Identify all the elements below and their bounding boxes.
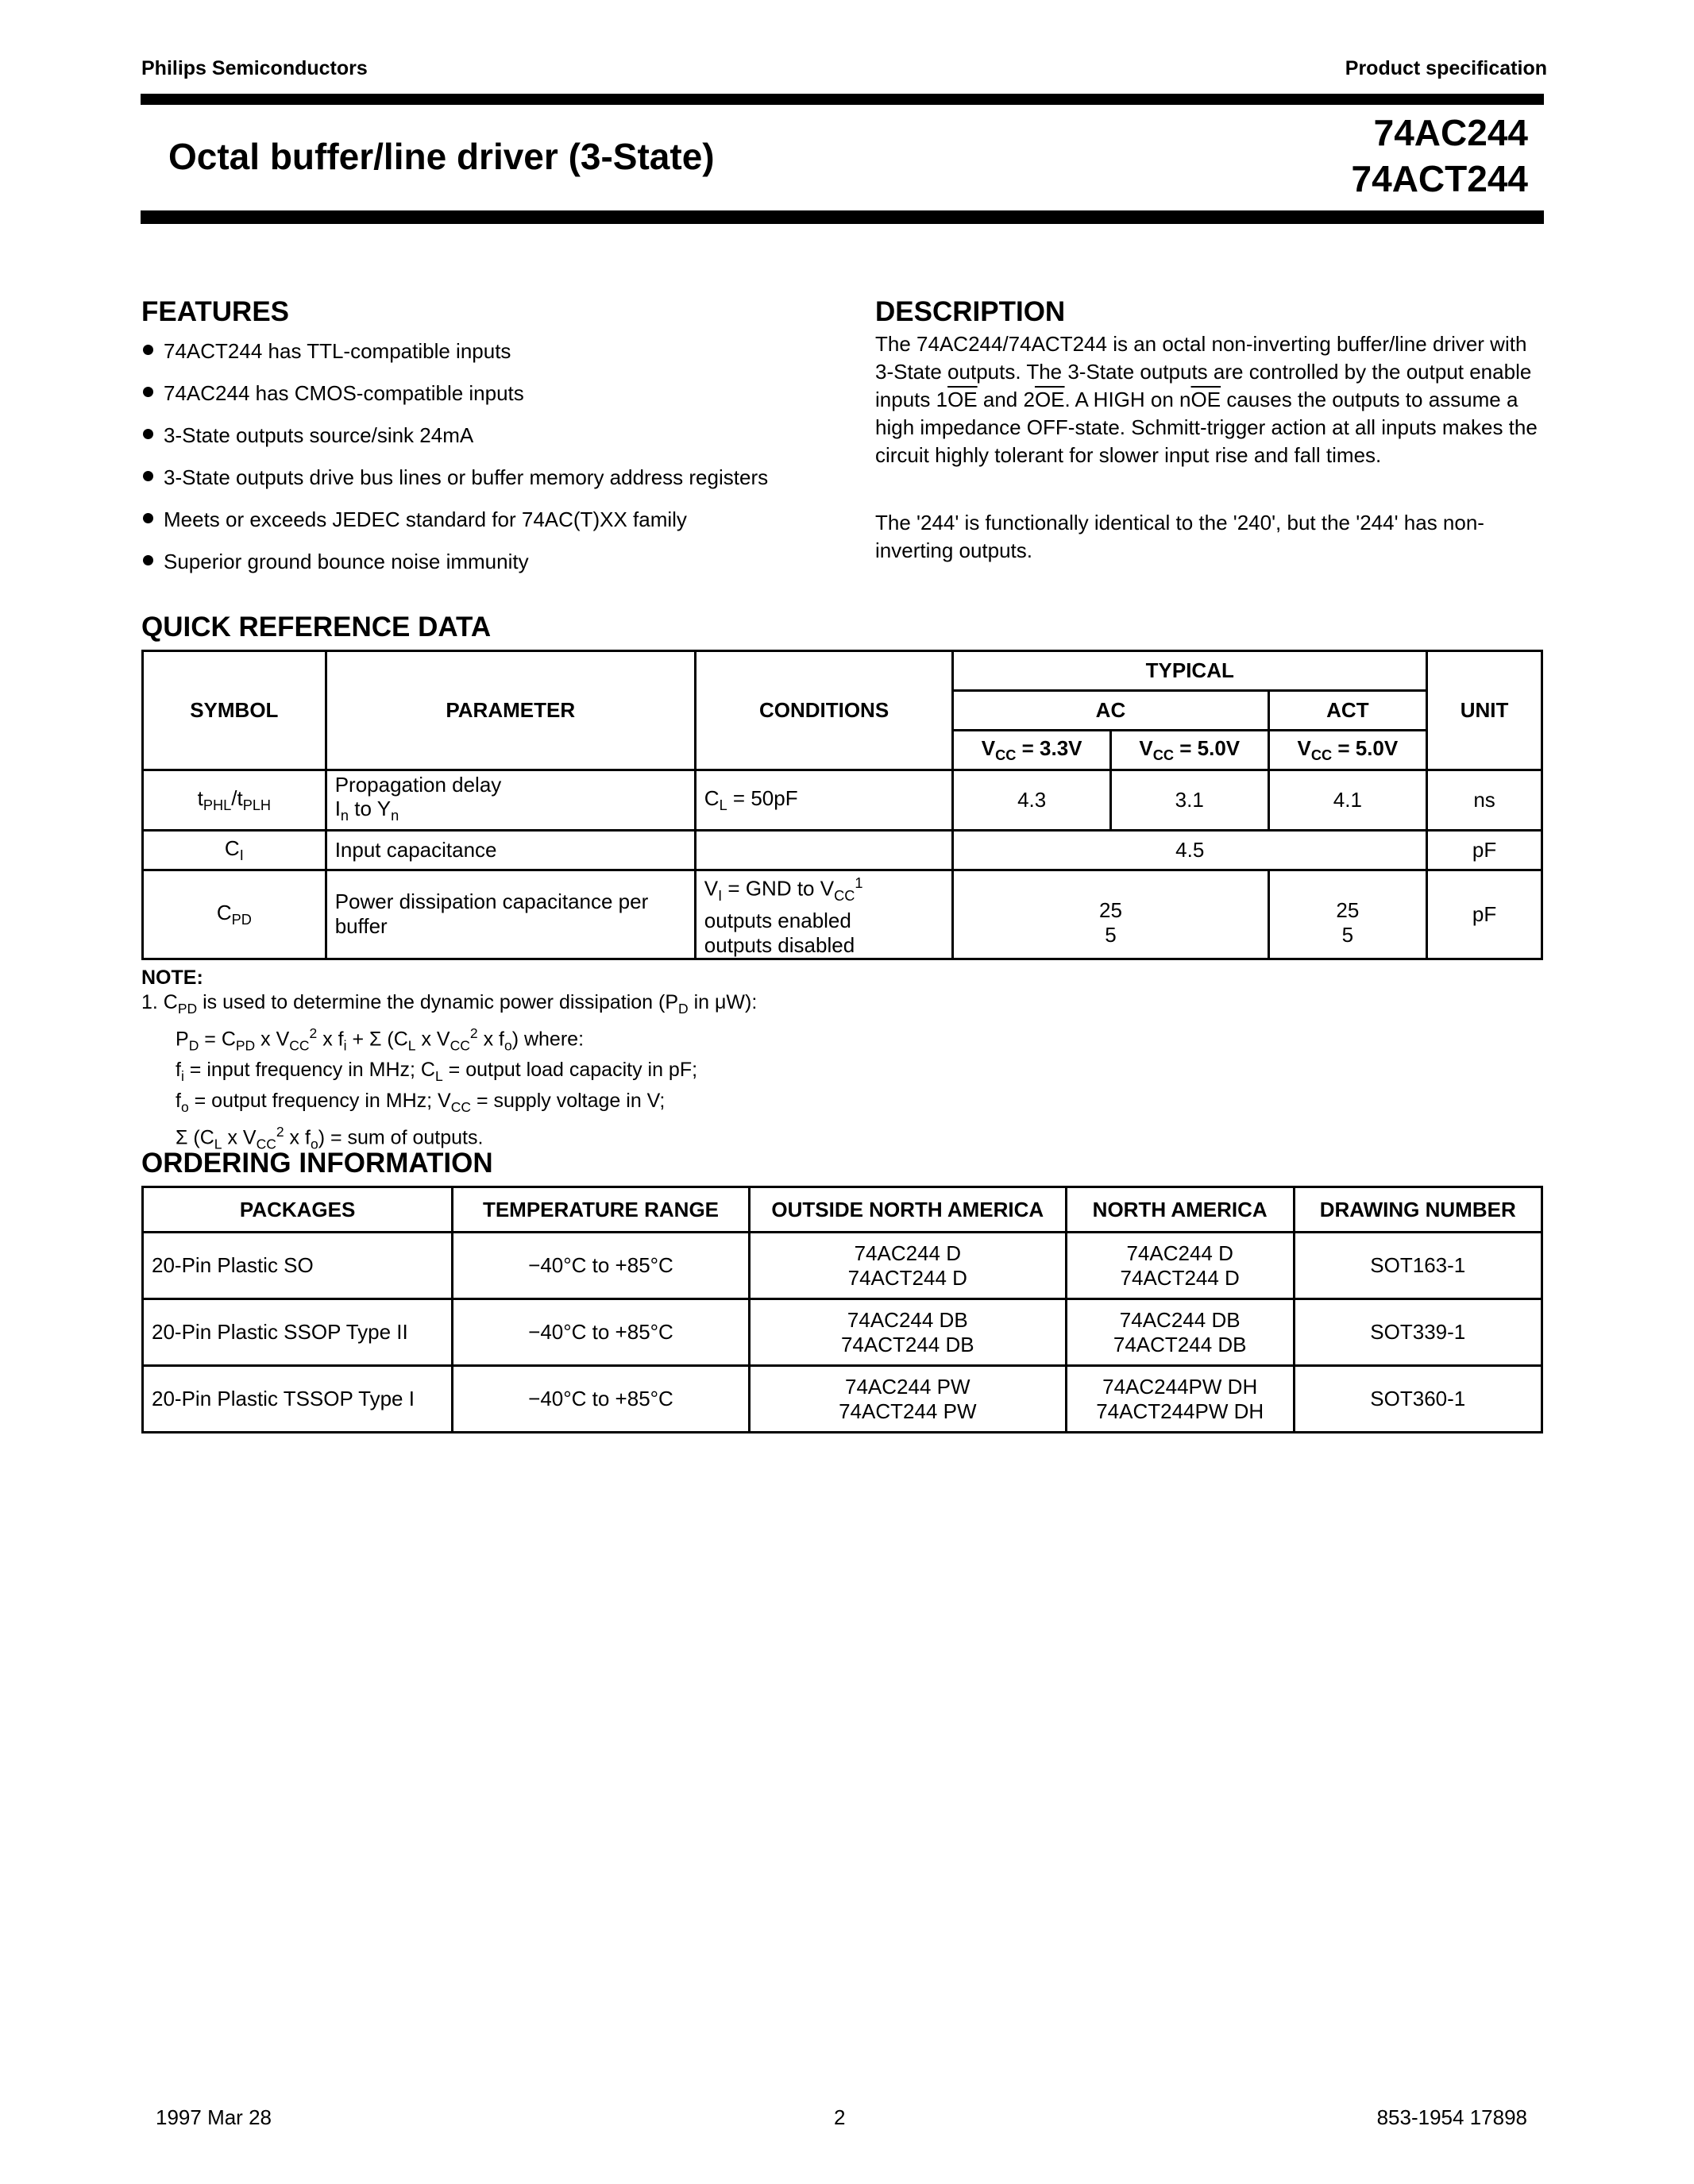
- list-item: 74ACT244 has TTL-compatible inputs: [141, 330, 840, 372]
- part-number-2: 74ACT244: [1351, 158, 1528, 199]
- features-list: [141, 330, 840, 583]
- temperature: −40°C to +85°C: [453, 1233, 749, 1299]
- list-item: 3-State outputs source/sink 24mA: [141, 415, 840, 457]
- value-typical: 4.5: [953, 831, 1427, 870]
- symbol-tphl-tplh: $t_{PHL}/t_{PLH}$: [143, 770, 326, 831]
- table-row: [143, 1366, 1542, 1433]
- description-paragraph-1: The 74AC244/74ACT244 is an octal non-inverting buffer/line driver with 3-State outputs. The 3-State outputs are controlled by the output enable inputs $1\overline{OE}$ and $2\overline{OE}$. A HIGH on $n\overline{OE}$ causes the outputs to assume a high impedance OFF-state. Schmitt-trigger action at all inputs makes the circuit highly tolerant for slower input rise and fall times.: [875, 332, 1538, 467]
- param-input-capacitance: Input capacitance: [326, 831, 695, 870]
- quick-reference-heading: QUICK REFERENCE DATA: [141, 612, 492, 642]
- package: 20-Pin Plastic SO: [143, 1233, 453, 1299]
- footer-date: 1997 Mar 28: [156, 2105, 272, 2129]
- col-outside-na: OUTSIDE NORTH AMERICA: [749, 1187, 1066, 1233]
- ordering-heading: ORDERING INFORMATION: [141, 1148, 493, 1179]
- outside-na: 74AC244 DB 74ACT244 DB: [749, 1299, 1066, 1366]
- package: 20-Pin Plastic SSOP Type II: [143, 1299, 453, 1366]
- note-line-1: 1. $C_{PD}$ is used to determine the dynamic power dissipation ($P_D$ in μW):: [141, 991, 758, 1017]
- list-item: Superior ground bounce noise immunity: [141, 541, 840, 583]
- quick-reference-table: [141, 650, 1543, 960]
- col-ac: AC: [953, 691, 1268, 731]
- unit: pF: [1427, 831, 1542, 870]
- col-parameter: PARAMETER: [326, 651, 695, 770]
- list-item: 3-State outputs drive bus lines or buffer memory address registers: [141, 457, 840, 499]
- list-item: Meets or exceeds JEDEC standard for 74AC(T)XX family: [141, 499, 840, 541]
- header-rule-top: [141, 94, 1544, 105]
- note-line-2: $P_D = C_{PD}$ x $V_{CC}^2$ x $f_i + \Sigma$ ($C_L$ x $V_{CC}^2$ x $f_o$) where:: [176, 1025, 585, 1054]
- unit: pF: [1427, 870, 1542, 959]
- page-title: Octal buffer/line driver (3-State): [168, 136, 715, 177]
- part-number-1: 74AC244: [1373, 112, 1528, 153]
- doc-type: Product specification: [1345, 57, 1547, 79]
- param-propagation-delay: Propagation delay $I_n$ to $Y_n$: [326, 770, 695, 831]
- note-line-3: $f_i$ = input frequency in MHz; $C_L$ = output load capacity in pF;: [176, 1059, 698, 1085]
- table-row: [143, 770, 1542, 831]
- param-power-dissipation: Power dissipation capacitance per buffer: [326, 870, 695, 959]
- cond-power: $V_I$ = GND to $V_{CC}^1$ outputs enabled outputs disabled: [695, 870, 953, 959]
- value-ac-50: 3.1: [1110, 770, 1268, 831]
- outside-na: 74AC244 D 74ACT244 D: [749, 1233, 1066, 1299]
- symbol-cpd: $C_{PD}$: [143, 870, 326, 959]
- value-ac: 25 5: [953, 870, 1268, 959]
- north-america: 74AC244 DB 74ACT244 DB: [1066, 1299, 1294, 1366]
- col-temperature: TEMPERATURE RANGE: [453, 1187, 749, 1233]
- cond-empty: [695, 831, 953, 870]
- table-row: [143, 1233, 1542, 1299]
- drawing-number: SOT163-1: [1294, 1233, 1542, 1299]
- note-line-4: $f_o$ = output frequency in MHz; $V_{CC}$ = supply voltage in V;: [176, 1090, 666, 1116]
- features-heading: FEATURES: [141, 296, 290, 327]
- list-item: 74AC244 has CMOS-compatible inputs: [141, 372, 840, 415]
- drawing-number: SOT360-1: [1294, 1366, 1542, 1433]
- value-ac-33: 4.3: [953, 770, 1111, 831]
- unit: ns: [1427, 770, 1542, 831]
- col-unit: UNIT: [1427, 651, 1542, 770]
- table-row: [143, 1299, 1542, 1366]
- col-packages: PACKAGES: [143, 1187, 453, 1233]
- north-america: 74AC244PW DH 74ACT244PW DH: [1066, 1366, 1294, 1433]
- table-row: [143, 870, 1542, 959]
- note-label: NOTE:: [141, 967, 203, 989]
- table-row: [143, 831, 1542, 870]
- value-act-50: 4.1: [1268, 770, 1427, 831]
- description-heading: DESCRIPTION: [875, 296, 1066, 327]
- note-line-5: Σ ($C_L$ x $V_{CC}^2$ x $f_o$) = sum of outputs.: [176, 1124, 484, 1152]
- drawing-number: SOT339-1: [1294, 1299, 1542, 1366]
- col-typical: TYPICAL: [953, 651, 1427, 691]
- col-vcc-33: $V_{CC} = 3.3V$: [953, 731, 1111, 770]
- col-symbol: SYMBOL: [143, 651, 326, 770]
- description-paragraph-2: The '244' is functionally identical to the '240', but the '244' has non-inverting outputs.: [875, 511, 1484, 562]
- symbol-ci: $C_I$: [143, 831, 326, 870]
- col-north-america: NORTH AMERICA: [1066, 1187, 1294, 1233]
- col-drawing-number: DRAWING NUMBER: [1294, 1187, 1542, 1233]
- package: 20-Pin Plastic TSSOP Type I: [143, 1366, 453, 1433]
- cond-cl: $C_L = 50pF$: [695, 770, 953, 831]
- value-act: 25 5: [1268, 870, 1427, 959]
- ordering-table: [141, 1186, 1543, 1433]
- company-name: Philips Semiconductors: [141, 57, 368, 79]
- col-conditions: CONDITIONS: [695, 651, 953, 770]
- temperature: −40°C to +85°C: [453, 1366, 749, 1433]
- temperature: −40°C to +85°C: [453, 1299, 749, 1366]
- north-america: 74AC244 D 74ACT244 D: [1066, 1233, 1294, 1299]
- note-block: [141, 966, 757, 1157]
- col-vcc-50-act: $V_{CC} = 5.0V$: [1268, 731, 1427, 770]
- header-rule-bottom: [141, 210, 1544, 224]
- outside-na: 74AC244 PW 74ACT244 PW: [749, 1366, 1066, 1433]
- footer-doc-code: 853-1954 17898: [1376, 2105, 1527, 2129]
- col-vcc-50-ac: $V_{CC} = 5.0V$: [1110, 731, 1268, 770]
- col-act: ACT: [1268, 691, 1427, 731]
- footer-page-number: 2: [834, 2105, 846, 2129]
